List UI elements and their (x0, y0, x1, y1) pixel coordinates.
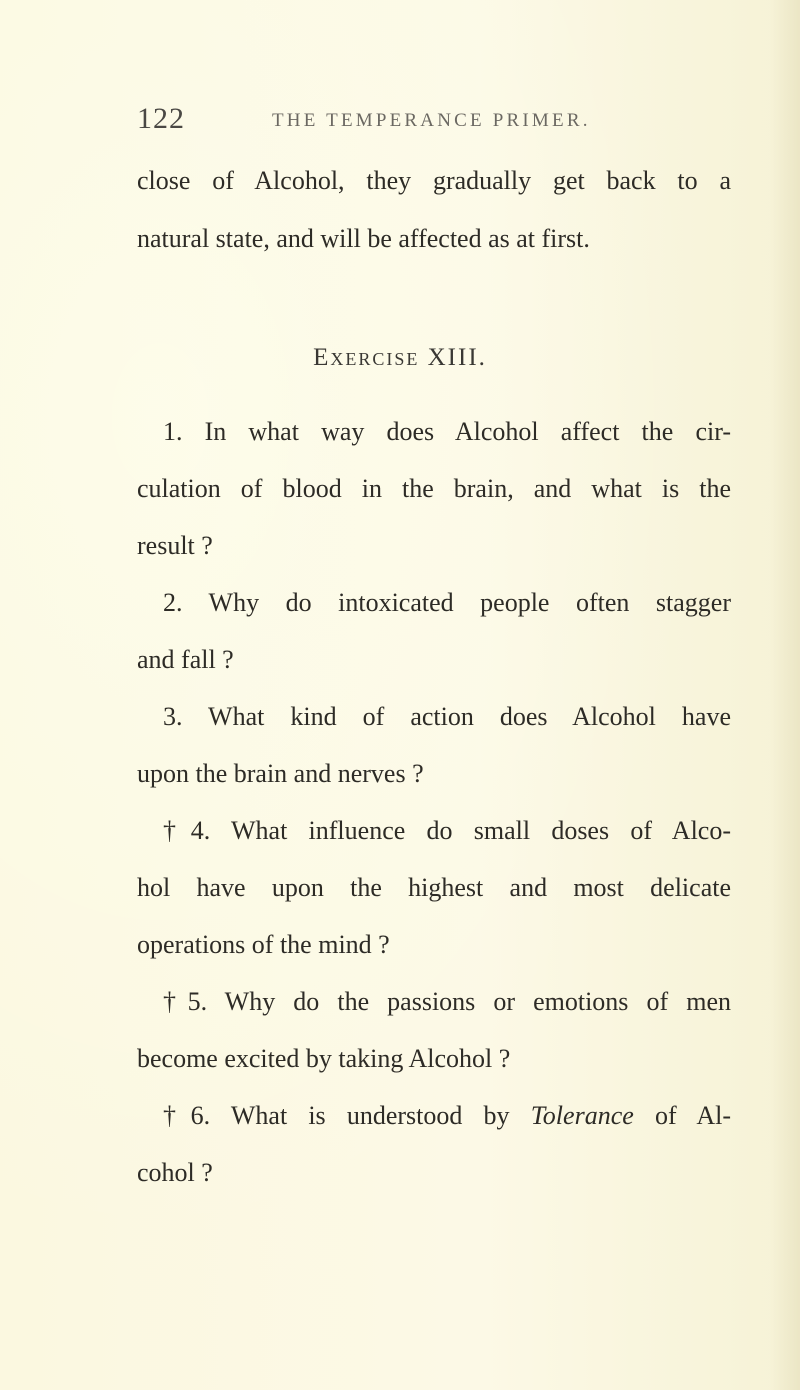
question-6-line-1 (163, 1101, 731, 1131)
question-1-line-2: culation of blood in the brain, and what is the (137, 474, 731, 503)
running-head: THE TEMPERANCE PRIMER. (272, 110, 591, 131)
question-1-line-1: 1. In what way does Alcohol affect the cir- (163, 417, 731, 446)
question-4-line-3: operations of the mind ? (137, 930, 390, 959)
question-2-line-2: and fall ? (137, 645, 234, 674)
page-edge-shadow (770, 0, 800, 1390)
question-3-line-2: upon the brain and nerves ? (137, 759, 424, 788)
exercise-title: Exercise XIII. (313, 344, 487, 371)
question-5-line-1: †5. Why do the passions or emotions of men (163, 987, 731, 1016)
question-1-line-3: result ? (137, 531, 213, 560)
page-header (137, 102, 637, 142)
question-6-term: Tolerance (530, 1101, 634, 1130)
question-6-line-2: cohol ? (137, 1158, 213, 1187)
intro-line-1: close of Alcohol, they gradually get back to a (137, 166, 731, 195)
page-number: 122 (137, 102, 185, 135)
question-2-line-1: 2. Why do intoxicated people often stagger (163, 588, 731, 617)
question-6-line-1-prefix: †6. What is understood by (163, 1101, 531, 1130)
question-4-line-2: hol have upon the highest and most delicate (137, 873, 731, 902)
question-5-line-2: become excited by taking Alcohol ? (137, 1044, 511, 1073)
question-4-line-1: †4. What influence do small doses of Alco- (163, 816, 731, 845)
intro-line-2: natural state, and will be affected as at first. (137, 224, 590, 253)
question-6-line-1-suffix: of Al- (633, 1101, 731, 1130)
question-3-line-1: 3. What kind of action does Alcohol have (163, 702, 731, 731)
